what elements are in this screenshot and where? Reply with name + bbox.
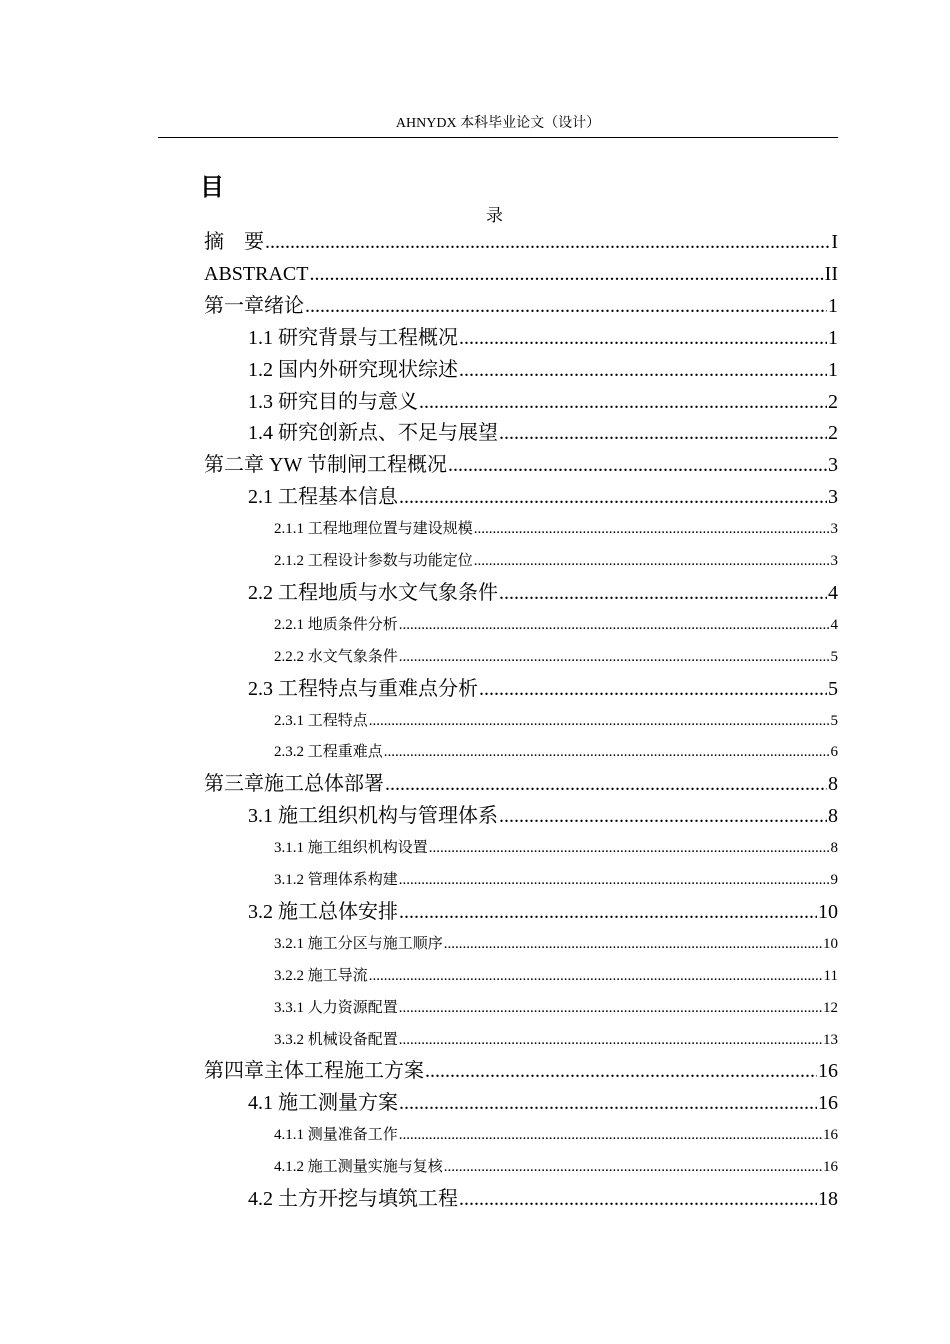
toc-entry[interactable] bbox=[248, 800, 838, 832]
toc-entry-label: 4.1 施工测量方案 bbox=[248, 1092, 398, 1115]
toc-entry-label: 1.4 研究创新点、不足与展望 bbox=[248, 422, 498, 445]
toc-leader-dots bbox=[399, 1024, 822, 1056]
header-rule bbox=[158, 137, 838, 138]
toc-entry-label: 1.3 研究目的与意义 bbox=[248, 390, 418, 413]
toc-leader-dots bbox=[459, 322, 827, 354]
toc-entry[interactable] bbox=[248, 1183, 838, 1215]
toc-entry[interactable] bbox=[274, 641, 838, 673]
toc-entry-page: 1 bbox=[828, 358, 838, 381]
toc-leader-dots bbox=[384, 736, 830, 768]
toc-title-part1: 目 bbox=[200, 173, 224, 201]
toc-leader-dots bbox=[479, 673, 827, 705]
toc-leader-dots bbox=[448, 449, 827, 481]
toc-entry-page: 4 bbox=[828, 581, 838, 604]
toc-title-part2: 录 bbox=[486, 206, 503, 225]
toc-leader-dots bbox=[399, 992, 822, 1024]
toc-entry-page: II bbox=[824, 262, 838, 285]
toc-leader-dots bbox=[459, 1183, 817, 1215]
running-header: AHNYDX 本科毕业论文（设计） bbox=[395, 116, 601, 131]
toc-entry-label: 3.2 施工总体安排 bbox=[248, 900, 398, 923]
toc-entry-label: 2.3.2 工程重难点 bbox=[274, 744, 383, 761]
toc-entry-page: 10 bbox=[823, 935, 838, 952]
toc-leader-dots bbox=[305, 290, 827, 322]
toc-leader-dots bbox=[399, 864, 830, 896]
toc-leader-dots bbox=[499, 417, 827, 449]
toc-entry[interactable] bbox=[274, 864, 838, 896]
toc-entry-label: 4.2 土方开挖与填筑工程 bbox=[248, 1188, 458, 1210]
toc-entry[interactable] bbox=[274, 1151, 838, 1183]
toc-leader-dots bbox=[399, 1119, 822, 1151]
toc-entry[interactable] bbox=[204, 1055, 838, 1087]
toc-entry-label: 2.2 工程地质与水文气象条件 bbox=[248, 581, 498, 604]
toc-leader-dots bbox=[419, 386, 827, 418]
toc-entry-page: 5 bbox=[828, 677, 838, 700]
toc-entry-label: 3.3.2 机械设备配置 bbox=[274, 1031, 398, 1048]
toc-entry-page: 18 bbox=[818, 1188, 838, 1210]
toc-entry-page: 16 bbox=[818, 1092, 838, 1115]
toc-entry[interactable] bbox=[204, 290, 838, 322]
toc-entry-label: 3.2.2 施工导流 bbox=[274, 967, 368, 984]
toc-entry-page: 1 bbox=[828, 294, 838, 317]
toc-entry-label: 3.2.1 施工分区与施工顺序 bbox=[274, 935, 443, 952]
toc-leader-dots bbox=[429, 832, 830, 864]
toc-leader-dots bbox=[474, 513, 830, 545]
toc-leader-dots bbox=[385, 768, 827, 800]
toc-entry[interactable] bbox=[248, 481, 838, 513]
toc-leader-dots bbox=[459, 354, 827, 386]
toc-entry[interactable] bbox=[248, 673, 838, 705]
toc-entry-page: 2 bbox=[828, 390, 838, 413]
toc-entry-page: 16 bbox=[818, 1060, 838, 1083]
toc-entry-label: 2.2.1 地质条件分析 bbox=[274, 616, 398, 633]
toc-entry[interactable] bbox=[274, 736, 838, 768]
toc-entry[interactable] bbox=[204, 226, 838, 258]
toc-entry[interactable] bbox=[204, 449, 838, 481]
toc-leader-dots bbox=[444, 928, 822, 960]
toc-entry-label: 3.1 施工组织机构与管理体系 bbox=[248, 805, 498, 828]
toc-entry[interactable] bbox=[248, 896, 838, 928]
toc-entry-label: 摘 要 bbox=[204, 231, 264, 253]
toc-entry-page: 6 bbox=[830, 744, 838, 761]
toc-entry[interactable] bbox=[248, 417, 838, 449]
toc-entry-page: 3 bbox=[830, 553, 838, 569]
toc-entry-page: 11 bbox=[823, 967, 838, 984]
toc-entry-page: 3 bbox=[828, 454, 838, 477]
toc-entry-page: 10 bbox=[818, 900, 838, 923]
toc-entry-page: 3 bbox=[828, 486, 838, 509]
toc-entry-page: 12 bbox=[823, 999, 838, 1016]
toc-entry[interactable] bbox=[274, 960, 838, 992]
toc-entry-page: 8 bbox=[828, 773, 838, 796]
toc-entry-label: 1.1 研究背景与工程概况 bbox=[248, 326, 458, 349]
toc-entry-label: 4.1.2 施工测量实施与复核 bbox=[274, 1159, 443, 1176]
toc-entry-page: 16 bbox=[823, 1159, 838, 1176]
toc-entry-page: 9 bbox=[830, 872, 838, 888]
toc-leader-dots bbox=[444, 1151, 822, 1183]
toc-entry[interactable] bbox=[204, 768, 838, 800]
toc-entry-label: ABSTRACT bbox=[204, 262, 309, 285]
toc-entry-label: 3.1.2 管理体系构建 bbox=[274, 872, 398, 888]
toc-entry[interactable] bbox=[248, 386, 838, 418]
toc-leader-dots bbox=[399, 641, 830, 673]
toc-entry-label: 第三章施工总体部署 bbox=[204, 773, 384, 796]
toc-entry[interactable] bbox=[248, 1087, 838, 1119]
toc-entry-page: I bbox=[831, 231, 838, 253]
toc-entry-page: 5 bbox=[830, 648, 838, 665]
toc-entry-page: 8 bbox=[828, 805, 838, 828]
toc-leader-dots bbox=[369, 960, 823, 992]
toc-entry-label: 4.1.1 测量准备工作 bbox=[274, 1127, 398, 1144]
toc-entry[interactable] bbox=[204, 258, 838, 290]
toc-entry-label: 2.1.1 工程地理位置与建设规模 bbox=[274, 521, 473, 538]
toc-entry-label: 第四章主体工程施工方案 bbox=[204, 1060, 424, 1083]
toc-entry-label: 3.3.1 人力资源配置 bbox=[274, 999, 398, 1016]
toc-entry-label: 2.3.1 工程特点 bbox=[274, 712, 368, 729]
toc-entry-page: 2 bbox=[828, 422, 838, 445]
toc-leader-dots bbox=[369, 705, 830, 737]
toc-entry-label: 2.1.2 工程设计参数与功能定位 bbox=[274, 553, 473, 569]
toc-entry-page: 8 bbox=[830, 840, 838, 857]
toc-entry[interactable] bbox=[274, 609, 838, 641]
toc-leader-dots bbox=[265, 226, 830, 258]
toc-entry[interactable] bbox=[274, 1119, 838, 1151]
toc-entry-page: 13 bbox=[823, 1031, 838, 1048]
toc-entry-label: 第二章 YW 节制闸工程概况 bbox=[204, 454, 447, 477]
toc-entry-page: 3 bbox=[830, 521, 838, 538]
toc-leader-dots bbox=[499, 800, 827, 832]
toc-leader-dots bbox=[399, 896, 817, 928]
toc-entry-label: 1.2 国内外研究现状综述 bbox=[248, 358, 458, 381]
toc-entry[interactable] bbox=[274, 1024, 838, 1056]
toc-entry-label: 2.2.2 水文气象条件 bbox=[274, 648, 398, 665]
toc-entry[interactable] bbox=[274, 545, 838, 577]
toc-leader-dots bbox=[399, 1087, 817, 1119]
toc-entry-label: 3.1.1 施工组织机构设置 bbox=[274, 840, 428, 857]
toc-entry-label: 2.1 工程基本信息 bbox=[248, 486, 398, 509]
toc-leader-dots bbox=[399, 481, 827, 513]
toc-entry[interactable] bbox=[248, 322, 838, 354]
toc-entry[interactable] bbox=[274, 832, 838, 864]
toc-entry[interactable] bbox=[274, 705, 838, 737]
toc-entry[interactable] bbox=[274, 992, 838, 1024]
toc-leader-dots bbox=[399, 609, 830, 641]
toc-leader-dots bbox=[499, 577, 827, 609]
toc-entry[interactable] bbox=[274, 513, 838, 545]
toc-entry-label: 2.3 工程特点与重难点分析 bbox=[248, 677, 478, 700]
toc-leader-dots bbox=[474, 545, 830, 577]
toc-entry-label: 第一章绪论 bbox=[204, 294, 304, 317]
toc-leader-dots bbox=[309, 258, 823, 290]
toc-leader-dots bbox=[425, 1055, 817, 1087]
toc-entry[interactable] bbox=[274, 928, 838, 960]
toc-entry[interactable] bbox=[248, 354, 838, 386]
toc-entry-page: 5 bbox=[830, 712, 838, 729]
toc-entry-page: 16 bbox=[823, 1127, 838, 1144]
toc-entry-page: 1 bbox=[828, 326, 838, 349]
toc-entry[interactable] bbox=[248, 577, 838, 609]
toc-entry-page: 4 bbox=[830, 616, 838, 633]
